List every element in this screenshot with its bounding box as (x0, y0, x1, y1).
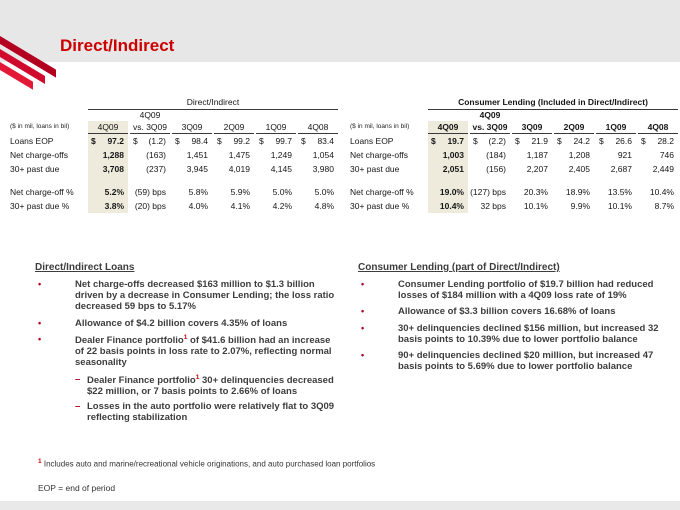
table-cell (10, 176, 86, 185)
table-cell: 4.1% (230, 201, 250, 211)
table-cell: 1,249 (270, 150, 292, 160)
table-cell (88, 110, 128, 121)
table-cell: 10.4% (649, 187, 674, 197)
table-cell: $ 99.7 (259, 136, 292, 146)
table-cell: 10.1% (607, 201, 632, 211)
footnote: $^1$ Includes auto and marine/recreational vehicle originations, and auto purchased loan portfolios (38, 458, 376, 469)
table-cell (638, 176, 678, 185)
bullet-marker-icon: – (75, 401, 81, 413)
table-cell: 2,051 (428, 162, 468, 176)
table-cell (596, 176, 636, 185)
table-cell (172, 110, 212, 121)
table-cell: 30+ past due % (10, 201, 70, 211)
bullet-item (35, 318, 341, 329)
table-cell: 9.9% (570, 201, 590, 211)
table-cell (470, 176, 510, 185)
table-cell (350, 96, 426, 109)
table-cell: 4,019 (228, 164, 250, 174)
table-cell: Consumer Lending (Included in Direct/Indirect) (428, 96, 678, 110)
table-cell: 3.8% (88, 199, 128, 213)
table-cell (298, 110, 338, 121)
table-cell: 19.0% (428, 185, 468, 199)
table-cell (298, 176, 338, 185)
table-cell (214, 176, 254, 185)
table-cell: 4.0% (188, 201, 208, 211)
bullet-marker-icon: • (38, 317, 42, 328)
table-cell: 2,449 (652, 164, 674, 174)
table-cell (596, 110, 636, 121)
bullet-text: 90+ delinquencies declined $20 million, but increased 47 basis points to 5.69% due to lower portfolio balance (398, 350, 654, 373)
bank-flag-logo-icon (0, 30, 60, 92)
table-cell: 10.1% (523, 201, 548, 211)
table-cell: $ 21.9 (515, 136, 548, 146)
bullet-text: Allowance of $3.3 billion covers 16.68% of loans (398, 306, 616, 318)
bullet-item (358, 323, 664, 345)
table-cell: (127) bps (470, 187, 506, 197)
table-cell: 1Q09 (256, 121, 296, 134)
table-cell: Net charge-offs (350, 150, 408, 160)
table-cell: $ 83.4 (301, 136, 334, 146)
consumer-lending-table (350, 96, 678, 213)
table-cell: 2Q09 (214, 121, 254, 134)
table-cell: 1,475 (228, 150, 250, 160)
table-cell (256, 110, 296, 121)
table-cell: 5.2% (88, 185, 128, 199)
table-cell: 1,054 (312, 150, 334, 160)
table-cell: 20.3% (523, 187, 548, 197)
table-cell: (20) bps (134, 201, 166, 211)
bullet-text: Losses in the auto portfolio were relatively flat to 3Q09 reflecting stabilization (87, 401, 335, 424)
table-cell: 5.0% (272, 187, 292, 197)
table-cell: 5.0% (314, 187, 334, 197)
table-cell: 30+ past due (10, 164, 60, 174)
bullet-text: Dealer Finance portfolio$^1$ of $41.6 billion had an increase of 22 basis points in loss rate to 2.07%, reflecting normal seasonality (75, 333, 332, 369)
table-cell (512, 110, 552, 121)
bullet-list (35, 279, 341, 424)
table-cell: vs. 3Q09 (470, 121, 510, 134)
table-cell: 2,207 (526, 164, 548, 174)
footer-band (0, 501, 680, 510)
table-cell (256, 176, 296, 185)
footnote-ref: 1 (183, 333, 188, 341)
table-cell (512, 176, 552, 185)
bullet-marker-icon: • (361, 350, 365, 361)
bullet-marker-icon: • (361, 279, 365, 289)
table-cell: 3,708 (88, 162, 128, 176)
bullet-text: Allowance of $4.2 billion covers 4.35% of loans (75, 317, 288, 329)
table-cell: 1Q09 (596, 121, 636, 134)
table-cell: $ (2.2) (473, 136, 506, 146)
table-cell: 4Q09 (88, 121, 128, 134)
direct-indirect-loans-section (35, 262, 341, 428)
table-cell: 30+ past due (350, 164, 400, 174)
table-cell: 3,945 (186, 164, 208, 174)
sub-bullet-item (75, 374, 341, 398)
bullet-list (358, 279, 664, 372)
bullet-text: 30+ delinquencies declined $156 million, but increased 32 basis points to 10.39% due to lower portfolio balance (398, 322, 659, 345)
table-cell (554, 176, 594, 185)
table-cell: ($ in mil, loans in bil) (350, 123, 410, 130)
table-cell: vs. 3Q09 (130, 121, 170, 134)
table-cell: 4,145 (270, 164, 292, 174)
bullet-marker-icon: – (75, 373, 81, 385)
table-cell (10, 110, 86, 121)
table-cell: 1,208 (568, 150, 590, 160)
table-cell (130, 176, 170, 185)
table-cell: ($ in mil, loans in bil) (10, 123, 70, 130)
table-cell: 32 bps (480, 201, 506, 211)
bullet-item (358, 350, 664, 372)
table-cell: $ 19.7 (428, 134, 468, 148)
table-cell: Net charge-off % (10, 187, 74, 197)
table-cell: 10.4% (428, 199, 468, 213)
table-cell: (163) (146, 150, 166, 160)
table-cell: Loans EOP (350, 136, 394, 146)
table-cell: (237) (146, 164, 166, 174)
table-cell: 4Q09 (479, 110, 501, 120)
bullet-marker-icon: • (361, 322, 365, 333)
table-cell (428, 176, 468, 185)
footnote-ref: 1 (195, 373, 200, 381)
table-cell: 4.8% (314, 201, 334, 211)
sub-bullet-item (75, 401, 341, 423)
table-cell: 4Q09 (428, 121, 468, 134)
table-cell: 1,288 (88, 148, 128, 162)
table-cell: 1,451 (186, 150, 208, 160)
table-cell: Direct/Indirect (88, 96, 338, 110)
table-cell: 2,405 (568, 164, 590, 174)
table-cell: $ 28.2 (641, 136, 674, 146)
table-cell: 746 (659, 150, 674, 160)
table-cell: 30+ past due % (350, 201, 410, 211)
table-cell: 3Q09 (172, 121, 212, 134)
table-cell (638, 110, 678, 121)
bullet-marker-icon: • (38, 279, 42, 289)
table-cell: $ (1.2) (133, 136, 166, 146)
table-cell: $ 98.4 (175, 136, 208, 146)
page-title: Direct/Indirect (60, 36, 175, 55)
table-cell: 1,003 (428, 148, 468, 162)
footnote-ref: 1 (38, 458, 42, 465)
direct-indirect-table (10, 96, 338, 213)
section-title: Direct/Indirect Loans (35, 262, 135, 273)
bullet-text: Consumer Lending portfolio of $19.7 billion had reduced losses of $184 million with a 4Q09 loss rate of 19% (398, 279, 654, 302)
bullet-item (358, 306, 664, 317)
table-cell: 921 (617, 150, 632, 160)
table-cell: 2Q09 (554, 121, 594, 134)
table-cell: 18.9% (565, 187, 590, 197)
table-cell: $ 99.2 (217, 136, 250, 146)
section-title: Consumer Lending (part of Direct/Indirect) (358, 262, 560, 273)
bullet-marker-icon: • (361, 306, 365, 317)
table-cell: Net charge-offs (10, 150, 68, 160)
table-cell: 5.9% (230, 187, 250, 197)
table-cell: 3,980 (312, 164, 334, 174)
bullet-item (35, 279, 341, 313)
table-cell: 4.2% (272, 201, 292, 211)
bullet-marker-icon: • (38, 333, 42, 344)
table-cell: 1,187 (526, 150, 548, 160)
bullet-text: Net charge-offs decreased $163 million to $1.3 billion driven by a decrease in Consumer Lending; the loss ratio decreased 59 bps to 5.17% (75, 279, 335, 313)
table-cell: (184) (486, 150, 506, 160)
table-cell: 4Q08 (638, 121, 678, 134)
table-cell (428, 110, 468, 121)
table-cell: Net charge-off % (350, 187, 414, 197)
consumer-lending-section (358, 262, 664, 377)
table-cell: 13.5% (607, 187, 632, 197)
table-cell: 2,687 (610, 164, 632, 174)
table-cell: (156) (486, 164, 506, 174)
table-cell: 5.8% (188, 187, 208, 197)
table-cell: 4Q09 (139, 110, 161, 120)
table-cell (10, 96, 86, 109)
table-cell: $ 24.2 (557, 136, 590, 146)
table-cell: $ 97.2 (88, 134, 128, 148)
table-cell (554, 110, 594, 121)
table-cell (214, 110, 254, 121)
table-cell (350, 110, 426, 121)
table-cell (88, 176, 128, 185)
table-cell: Loans EOP (10, 136, 54, 146)
table-cell: 4Q08 (298, 121, 338, 134)
table-cell: 8.7% (654, 201, 674, 211)
table-cell (350, 176, 426, 185)
footnote: EOP = end of period (38, 483, 116, 493)
table-cell (172, 176, 212, 185)
bullet-text: Dealer Finance portfolio$^1$ 30+ delinquencies decreased $22 million, or 7 basis points to 2.66% of loans (87, 373, 334, 397)
table-cell: (59) bps (134, 187, 166, 197)
bullet-item (358, 279, 664, 301)
table-cell: $ 26.6 (599, 136, 632, 146)
table-cell: 3Q09 (512, 121, 552, 134)
bullet-item (35, 334, 341, 369)
